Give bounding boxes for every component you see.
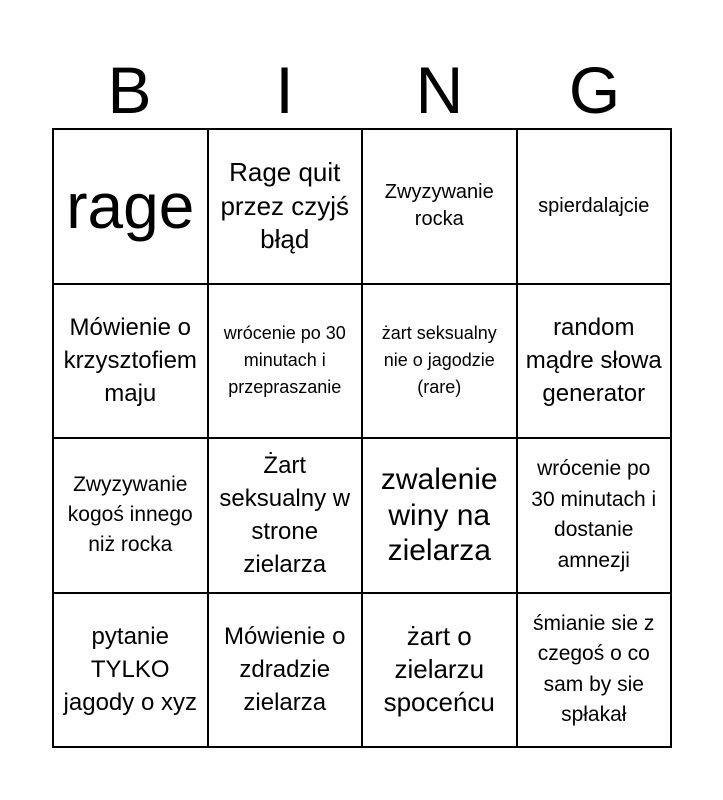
header-letter-i: I: [275, 53, 294, 127]
bingo-cell[interactable]: Mówienie o krzysztofiem maju: [54, 285, 209, 440]
bingo-cell[interactable]: Rage quit przez czyjś błąd: [209, 130, 364, 285]
bingo-cell[interactable]: Żart seksualny w strone zielarza: [209, 439, 364, 594]
header-letter-b: B: [107, 53, 152, 127]
bingo-cell[interactable]: spierdalajcie: [518, 130, 673, 285]
bingo-cell[interactable]: żart seksualny nie o jagodzie (rare): [363, 285, 518, 440]
bingo-cell[interactable]: zwalenie winy na zielarza: [363, 439, 518, 594]
bingo-cell[interactable]: rage: [54, 130, 209, 285]
bingo-cell[interactable]: Zwyzywanie kogoś innego niż rocka: [54, 439, 209, 594]
bingo-cell[interactable]: śmianie sie z czegoś o co sam by sie spłakał: [518, 594, 673, 749]
bingo-grid: [52, 128, 672, 748]
bingo-cell[interactable]: Zwyzywanie rocka: [363, 130, 518, 285]
bingo-cell[interactable]: żart o zielarzu spoceńcu: [363, 594, 518, 749]
bingo-cell[interactable]: wrócenie po 30 minutach i przepraszanie: [209, 285, 364, 440]
header-letter-g: G: [568, 53, 621, 127]
bingo-cell[interactable]: wrócenie po 30 minutach i dostanie amnezji: [518, 439, 673, 594]
bingo-cell[interactable]: random mądre słowa generator: [518, 285, 673, 440]
bingo-cell[interactable]: Mówienie o zdradzie zielarza: [209, 594, 364, 749]
bingo-header: [52, 55, 672, 125]
bingo-cell[interactable]: pytanie TYLKO jagody o xyz: [54, 594, 209, 749]
header-letter-n: N: [415, 53, 464, 127]
